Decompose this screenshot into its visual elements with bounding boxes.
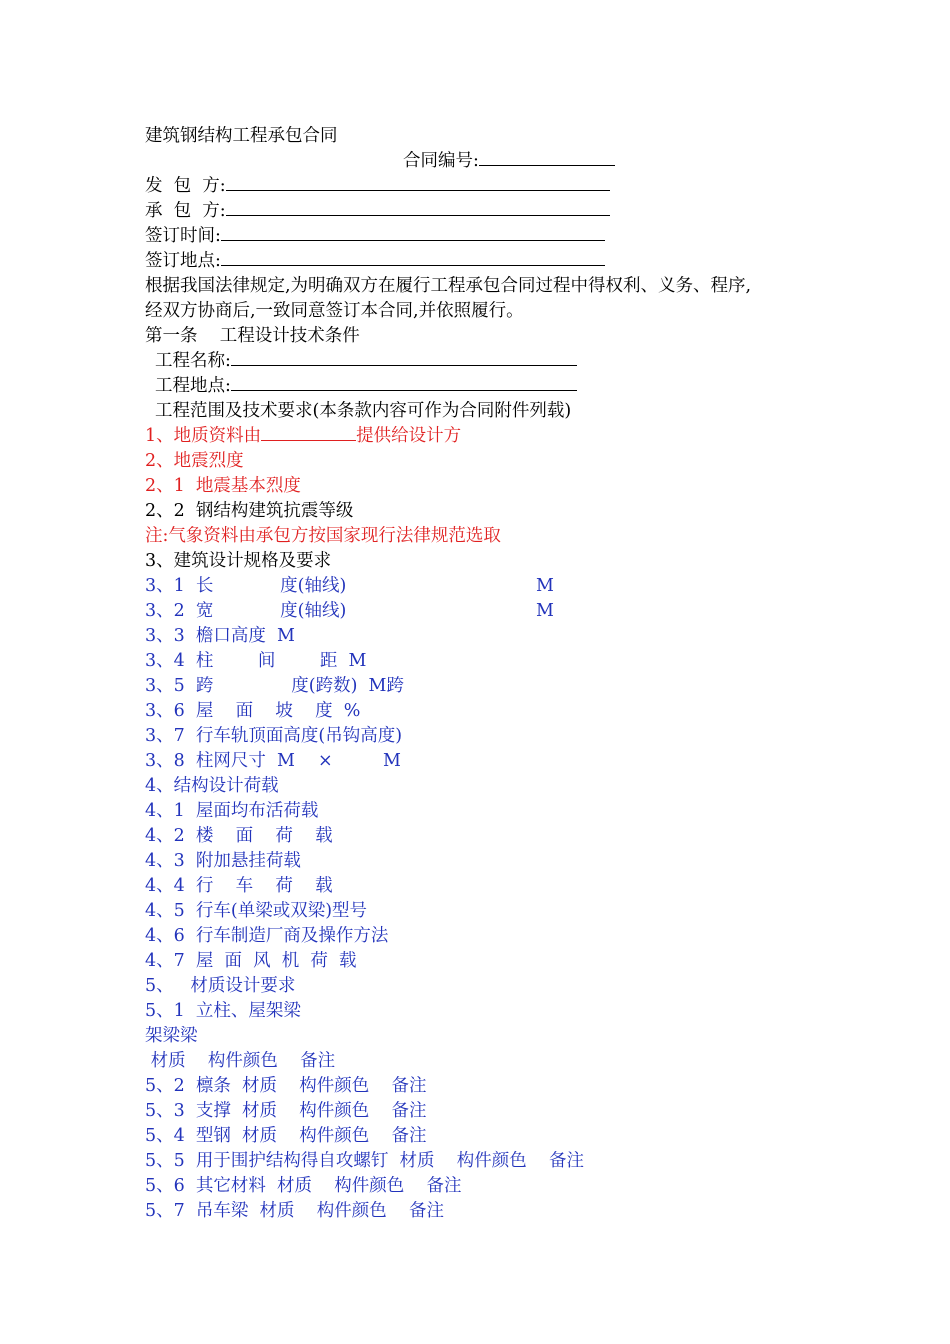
spec-roof-slope: 3、6 屋 面 坡 度 % (145, 701, 361, 721)
spec-width-unit: M (536, 601, 554, 621)
spec-grid-size-label: 3、8 柱网尺寸 M (145, 751, 295, 771)
spec-heading: 3、建筑设计规格及要求 (145, 551, 332, 571)
load-crane: 4、4 行 车 荷 载 (145, 876, 333, 896)
material-columns-trusses: 5、1 立柱、屋架梁 (145, 1001, 301, 1021)
material-bracing: 5、3 支撑 材质 构件颜色 备注 (145, 1101, 427, 1121)
load-hanging: 4、3 附加悬挂荷载 (145, 851, 301, 871)
sign-place-blank[interactable] (221, 250, 605, 266)
spec-span: 3、5 跨 度(跨数) M跨 (145, 676, 404, 696)
spec-length (145, 574, 554, 598)
article-1-heading: 第一条 工程设计技术条件 (145, 326, 360, 346)
project-name-line (155, 349, 577, 373)
spec-width-label: 3、2 宽 度(轴线) (145, 601, 347, 621)
geo-data-blank[interactable] (261, 425, 356, 441)
spec-eave-height: 3、3 檐口高度 M (145, 626, 295, 646)
sign-date-label: 签订时间: (145, 226, 221, 246)
sign-place-label: 签订地点: (145, 251, 221, 271)
spec-width (145, 599, 554, 623)
load-heading: 4、结构设计荷载 (145, 776, 279, 796)
quake-grade: 2、2 钢结构建筑抗震等级 (145, 501, 354, 521)
spec-grid-size (145, 749, 401, 773)
intro-line-2: 经双方协商后,一致同意签订本合同,并依照履行。 (145, 301, 524, 321)
sign-date-line (145, 224, 605, 248)
contract-number-line (403, 149, 615, 173)
party-b-blank[interactable] (226, 200, 610, 216)
sign-date-blank[interactable] (221, 225, 605, 241)
material-heading: 5、 材质设计要求 (145, 976, 296, 996)
project-name-label: 工程名称: (155, 351, 231, 371)
party-a-line (145, 174, 610, 198)
material-purlins: 5、2 檩条 材质 构件颜色 备注 (145, 1076, 427, 1096)
project-name-blank[interactable] (231, 350, 577, 366)
material-crane-beam: 5、7 吊车梁 材质 构件颜色 备注 (145, 1201, 445, 1221)
spec-length-unit: M (536, 576, 554, 596)
project-site-label: 工程地点: (155, 376, 231, 396)
material-beams-attributes: 材质 构件颜色 备注 (145, 1051, 336, 1071)
load-roof-live: 4、1 屋面均布活荷载 (145, 801, 319, 821)
load-floor: 4、2 楼 面 荷 载 (145, 826, 333, 846)
project-site-blank[interactable] (231, 375, 577, 391)
geo-data-label: 1、地质资料由 (145, 426, 262, 446)
contract-number-blank[interactable] (479, 150, 615, 166)
scope-line: 工程范围及技术要求(本条款内容可作为合同附件列载) (155, 401, 572, 421)
spec-grid-times: × (318, 751, 333, 771)
load-crane-maker: 4、6 行车制造厂商及操作方法 (145, 926, 389, 946)
contract-number-label: 合同编号: (403, 151, 479, 171)
spec-length-label: 3、1 长 度(轴线) (145, 576, 347, 596)
spec-grid-unit: M (383, 751, 401, 771)
weather-note: 注:气象资料由承包方按国家现行法律规范选取 (145, 526, 501, 546)
load-crane-model: 4、5 行车(单梁或双梁)型号 (145, 901, 368, 921)
party-b-line (145, 199, 610, 223)
quake-basic-intensity: 2、1 地震基本烈度 (145, 476, 301, 496)
party-a-blank[interactable] (226, 175, 610, 191)
party-a-label: 发 包 方: (145, 176, 226, 196)
material-section-steel: 5、4 型钢 材质 构件颜色 备注 (145, 1126, 427, 1146)
geo-data-suffix: 提供给设计方 (356, 426, 462, 446)
sign-place-line (145, 249, 605, 273)
spec-crane-rail-height: 3、7 行车轨顶面高度(吊钩高度) (145, 726, 403, 746)
party-b-label: 承 包 方: (145, 201, 226, 221)
material-beams: 架梁梁 (145, 1026, 198, 1046)
material-self-tapping-screws: 5、5 用于围护结构得自攻螺钉 材质 构件颜色 备注 (145, 1151, 585, 1171)
spec-column-spacing: 3、4 柱 间 距 M (145, 651, 367, 671)
geo-data-line (145, 424, 461, 448)
material-other: 5、6 其它材料 材质 构件颜色 备注 (145, 1176, 462, 1196)
project-site-line (155, 374, 577, 398)
load-roof-fan: 4、7 屋 面 风 机 荷 载 (145, 951, 357, 971)
intro-line-1: 根据我国法律规定,为明确双方在履行工程承包合同过程中得权利、义务、程序, (145, 276, 752, 296)
document-title: 建筑钢结构工程承包合同 (145, 126, 338, 146)
quake-intensity: 2、地震烈度 (145, 451, 244, 471)
